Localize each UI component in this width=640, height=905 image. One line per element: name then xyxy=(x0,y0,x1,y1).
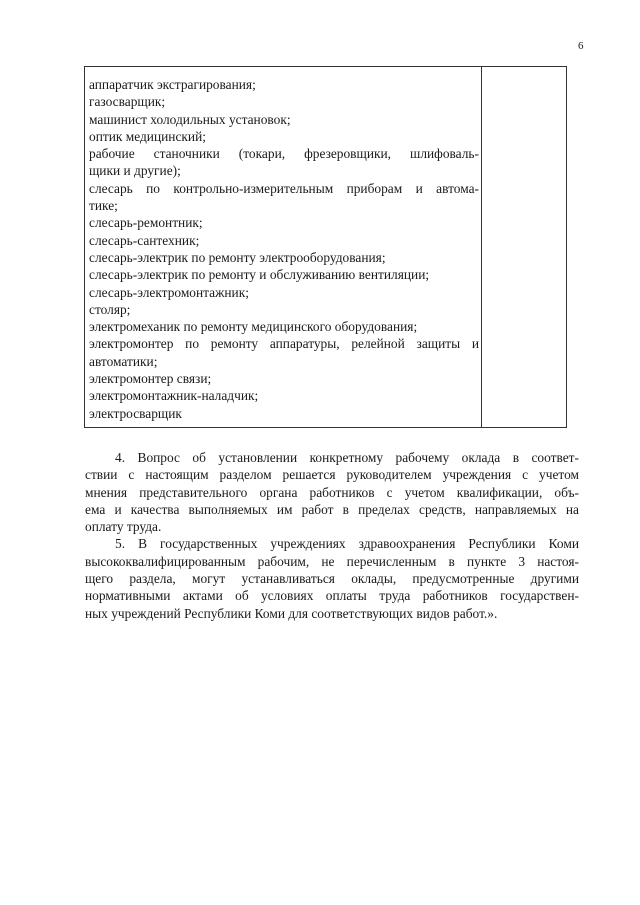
list-item: щики и другие); xyxy=(89,163,181,179)
list-item: слесарь-электрик по ремонту и обслуживанию вентиляции; xyxy=(89,267,430,283)
list-item: слесарь-электромонтажник; xyxy=(89,284,249,300)
text-line: ема и качества выполняемых им работ в пределах средств, направляемых на xyxy=(85,501,579,517)
text-line: щего раздела, могут устанавливаться оклады, предусмотренные другими xyxy=(85,571,579,587)
list-item: электромонтер по ремонту аппаратуры, релейной защиты и xyxy=(89,336,479,352)
list-item: рабочие станочники (токари, фрезеровщики, шлифоваль- xyxy=(89,146,479,162)
text-line: нормативными актами об условиях оплаты труда работников государствен- xyxy=(85,588,579,604)
list-item: электромеханик по ремонту медицинского оборудования; xyxy=(89,319,418,335)
paragraph-4 xyxy=(85,449,579,535)
list-item: автоматики; xyxy=(89,353,158,369)
paragraph-5 xyxy=(85,535,579,621)
list-item: оптик медицинский; xyxy=(89,128,206,144)
text-line: мнения представительного органа работников с учетом квалификации, объ- xyxy=(85,484,579,500)
text-line: 4. Вопрос об установлении конкретному рабочему оклада в соответ- xyxy=(115,450,579,465)
list-item: электросварщик xyxy=(89,405,182,421)
text-line: ных учреждений Республики Коми для соответствующих видов работ.». xyxy=(85,605,498,621)
list-item: слесарь-электрик по ремонту электрооборудования; xyxy=(89,249,386,265)
list-item: слесарь по контрольно-измерительным приборам и автома- xyxy=(89,180,479,196)
text-line: 5. В государственных учреждениях здравоохранения Республики Коми xyxy=(115,536,579,552)
occupations-list-cell xyxy=(89,76,479,422)
list-item: слесарь-сантехник; xyxy=(89,232,200,248)
text-line: ствии с настоящим разделом решается руководителем учреждения с учетом xyxy=(85,467,579,483)
list-item: слесарь-ремонтник; xyxy=(89,215,203,231)
list-item: аппаратчик экстрагирования; xyxy=(89,77,256,92)
page-number: 6 xyxy=(578,40,584,52)
list-item: газосварщик; xyxy=(89,94,166,110)
text-line: высококвалифицированным рабочим, не перечисленным в пункте 3 настоя- xyxy=(85,553,579,569)
list-item: электромонтажник-наладчик; xyxy=(89,388,259,404)
text-line: оплату труда. xyxy=(85,519,162,535)
list-item: столяр; xyxy=(89,301,131,317)
list-item: электромонтер связи; xyxy=(89,371,212,387)
body-text xyxy=(85,449,579,622)
column-divider xyxy=(481,67,482,427)
list-item: машинист холодильных установок; xyxy=(89,111,291,127)
list-item: тике; xyxy=(89,198,118,214)
occupations-table xyxy=(84,66,567,428)
